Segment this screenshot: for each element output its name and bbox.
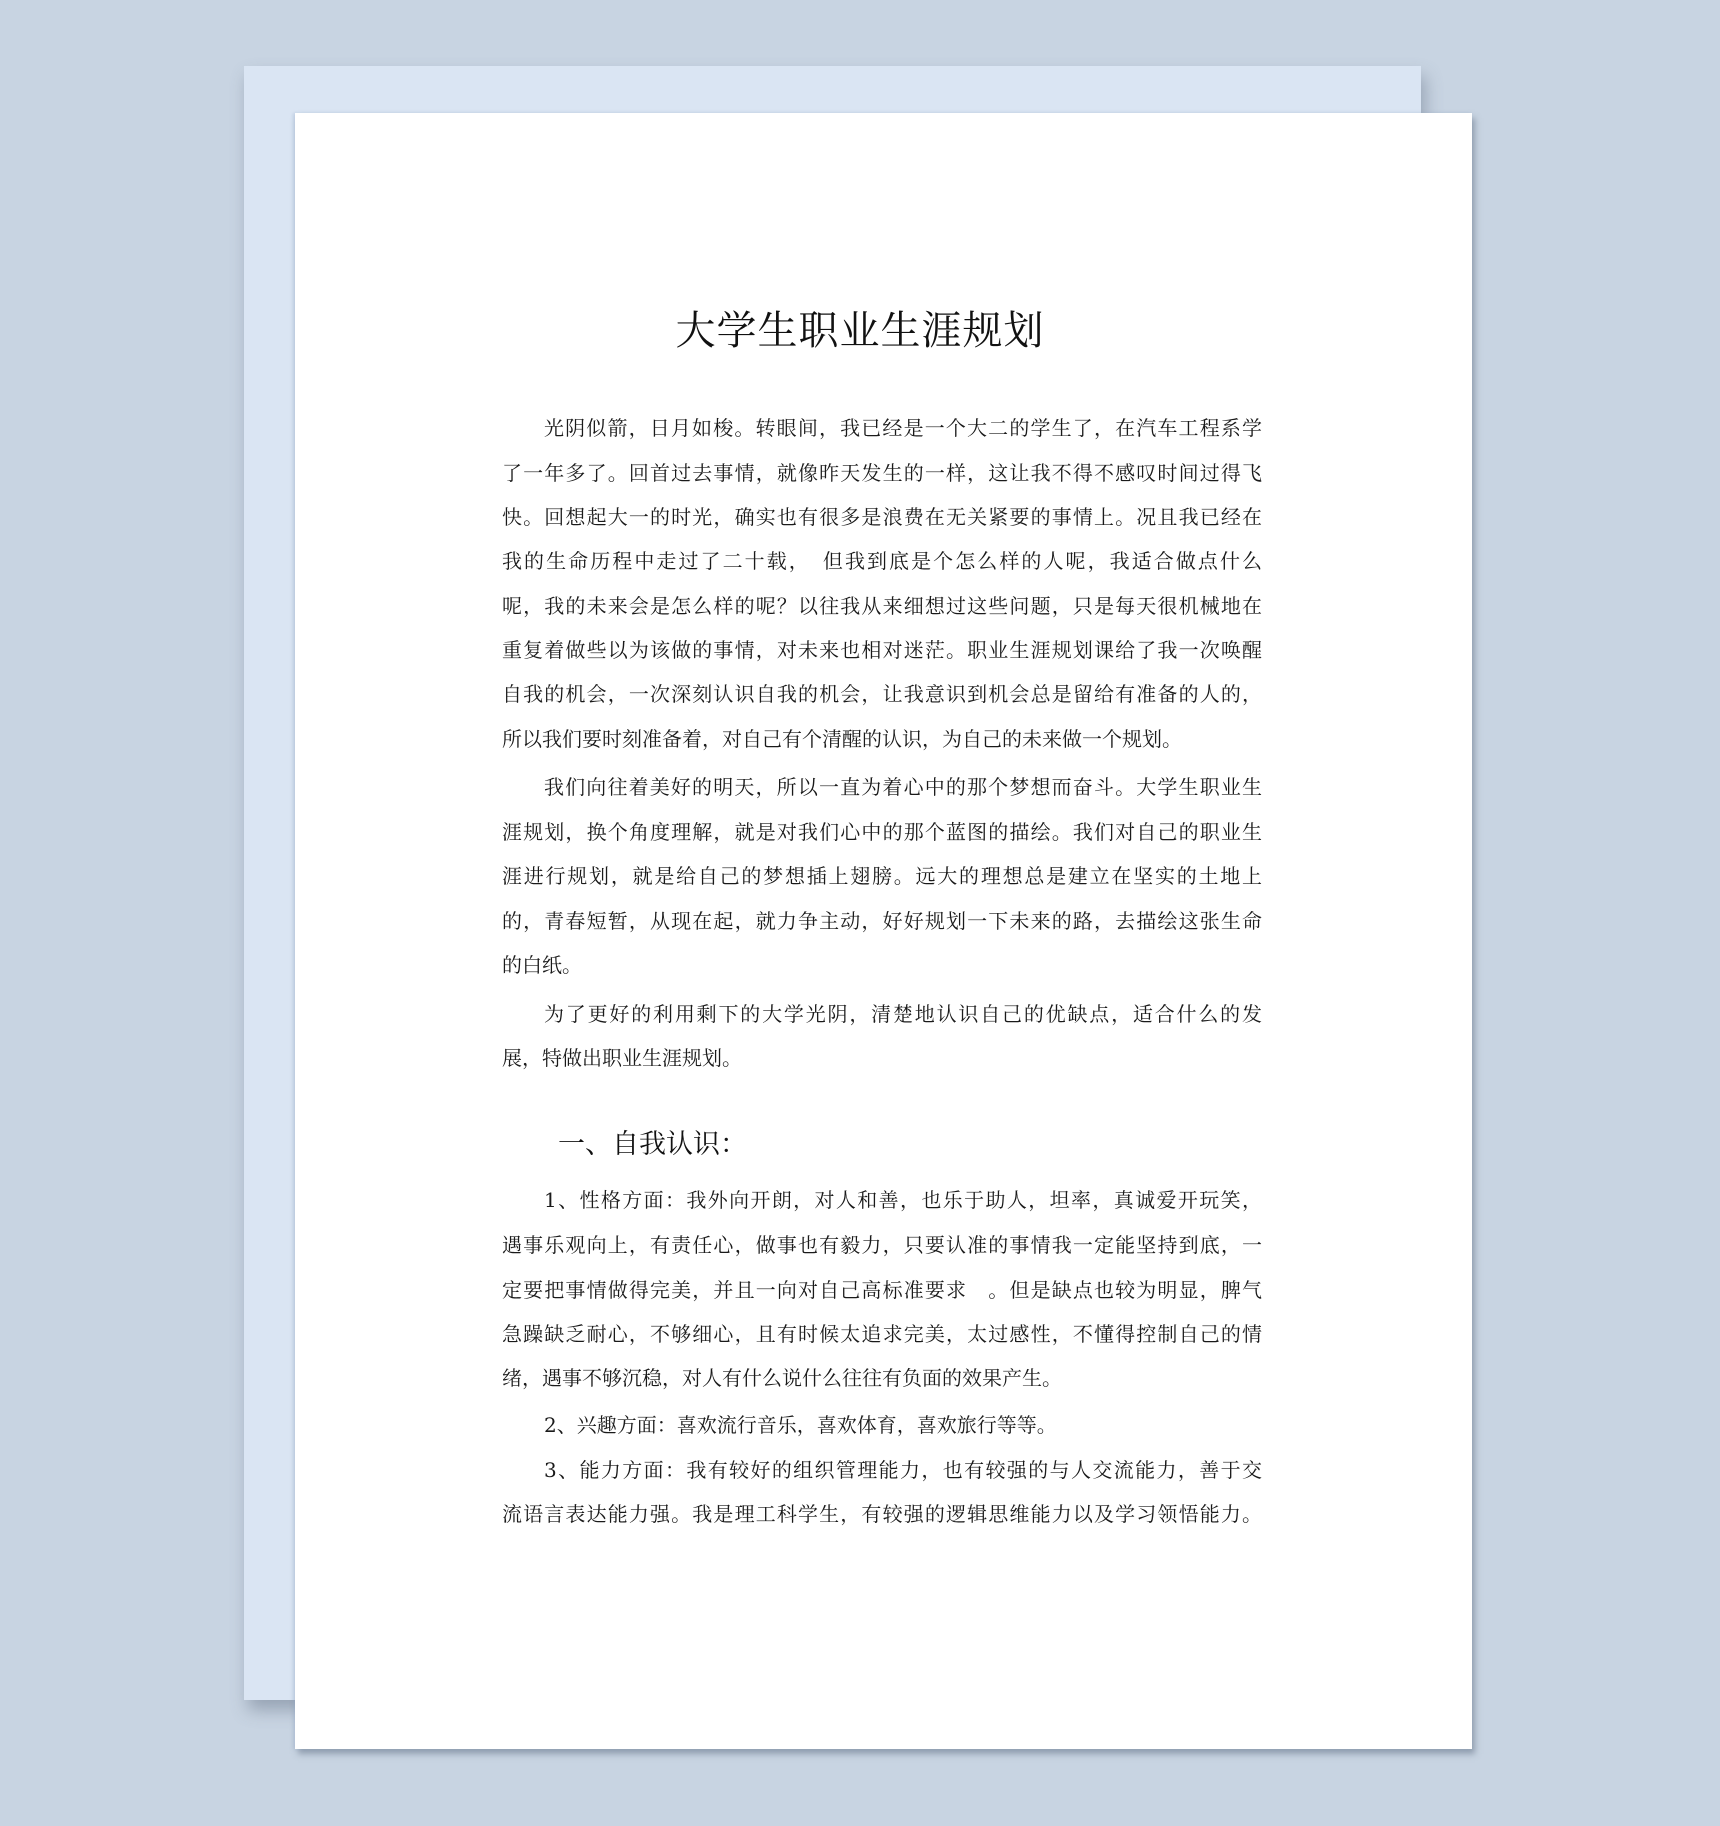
paragraph-2-line-1: 我们向往着美好的明天，所以一直为着心中的那个梦想而奋斗。大学生职业生 [544, 775, 1262, 799]
paragraph-1-line-2: 了一年多了。回首过去事情，就像昨天发生的一样，这让我不得不感叹时间过得飞 [502, 461, 1262, 485]
paragraph-3-line-2: 展，特做出职业生涯规划。 [502, 1046, 742, 1070]
item-2-line-1: 2、兴趣方面：喜欢流行音乐，喜欢体育，喜欢旅行等等。 [544, 1413, 1057, 1437]
paragraph-3-line-1: 为了更好的利用剩下的大学光阴，清楚地认识自己的优缺点，适合什么的发 [544, 1002, 1262, 1026]
paragraph-2-line-3: 涯进行规划，就是给自己的梦想插上翅膀。远大的理想总是建立在坚实的土地上 [502, 864, 1262, 888]
item-1-line-5: 绪，遇事不够沉稳，对人有什么说什么往往有负面的效果产生。 [502, 1366, 1062, 1390]
item-1-line-2: 遇事乐观向上，有责任心，做事也有毅力，只要认准的事情我一定能坚持到底，一 [502, 1233, 1262, 1257]
paragraph-1-line-4: 我的生命历程中走过了二十载， 但我到底是个怎么样的人呢，我适合做点什么 [502, 549, 1262, 573]
paragraph-1-line-3: 快。回想起大一的时光，确实也有很多是浪费在无关紧要的事情上。况且我已经在 [502, 505, 1262, 529]
item-1-line-1: 1、性格方面：我外向开朗，对人和善，也乐于助人，坦率，真诚爱开玩笑， [544, 1188, 1262, 1212]
paragraph-1-line-7: 自我的机会，一次深刻认识自我的机会，让我意识到机会总是留给有准备的人的， [502, 682, 1262, 706]
paragraph-2-line-4: 的，青春短暂，从现在起，就力争主动，好好规划一下未来的路，去描绘这张生命 [502, 909, 1262, 933]
item-3-line-2: 流语言表达能力强。我是理工科学生，有较强的逻辑思维能力以及学习领悟能力。 [502, 1502, 1262, 1526]
paragraph-2-line-5: 的白纸。 [502, 953, 582, 977]
paragraph-2-line-2: 涯规划，换个角度理解，就是对我们心中的那个蓝图的描绘。我们对自己的职业生 [502, 820, 1262, 844]
page-title: 大学生职业生涯规划 [675, 308, 1045, 354]
item-3-line-1: 3、能力方面：我有较好的组织管理能力，也有较强的与人交流能力，善于交 [544, 1458, 1262, 1482]
paragraph-1-line-1: 光阴似箭，日月如梭。转眼间，我已经是一个大二的学生了，在汽车工程系学 [544, 416, 1262, 440]
item-1-line-4: 急躁缺乏耐心，不够细心，且有时候太追求完美，太过感性，不懂得控制自己的情 [502, 1322, 1262, 1346]
paragraph-1-line-8: 所以我们要时刻准备着，对自己有个清醒的认识，为自己的未来做一个规划。 [502, 727, 1182, 751]
section-heading-self-awareness: 一、自我认识： [558, 1129, 747, 1160]
paragraph-1-line-6: 重复着做些以为该做的事情，对未来也相对迷茫。职业生涯规划课给了我一次唤醒 [502, 638, 1262, 662]
item-1-line-3: 定要把事情做得完美，并且一向对自己高标准要求 。但是缺点也较为明显，脾气 [502, 1278, 1262, 1302]
paragraph-1-line-5: 呢，我的未来会是怎么样的呢？以往我从来细想过这些问题，只是每天很机械地在 [502, 594, 1262, 618]
